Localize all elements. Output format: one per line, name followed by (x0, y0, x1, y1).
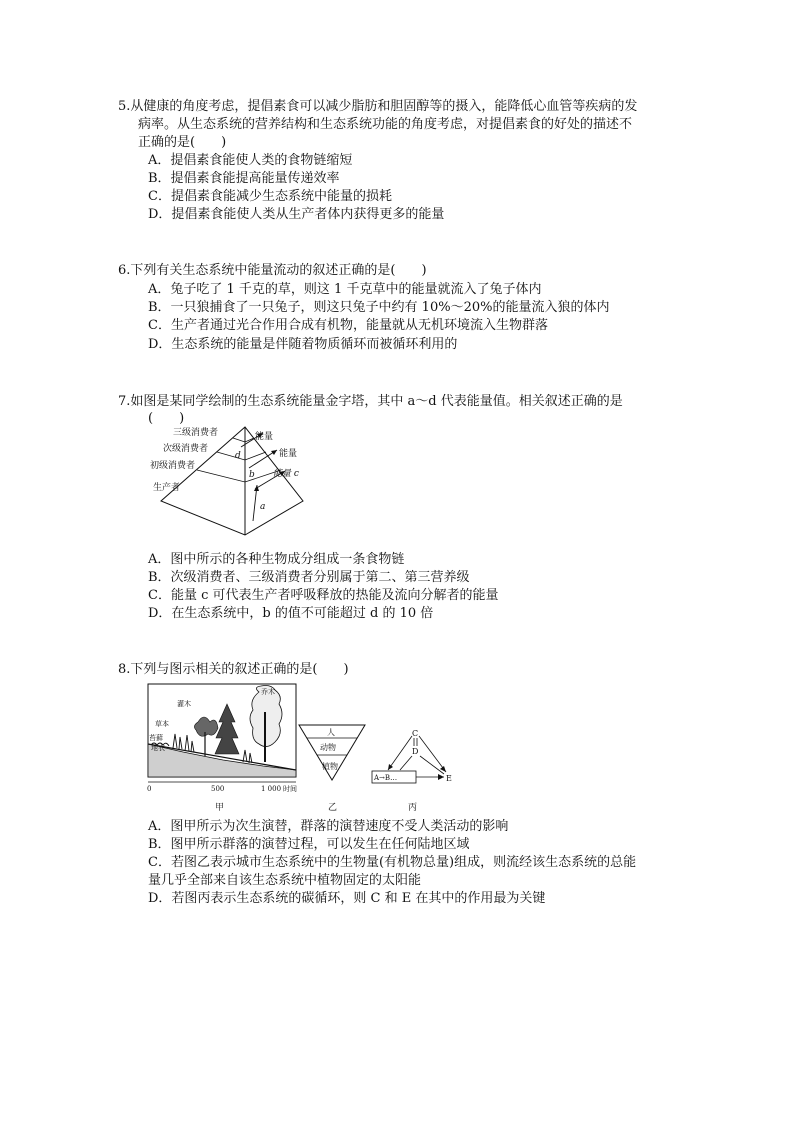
plant-label-lichen: 地衣 (151, 744, 165, 752)
q5-option-b: B．提倡素食能提高能量传递效率 (148, 171, 340, 186)
energy-pyramid-figure (145, 425, 320, 540)
pyramid-letter-d: d (235, 451, 241, 461)
q7-option-c: C．能量 c 可代表生产者呼吸释放的热能及流向分解者的能量 (148, 588, 499, 603)
q7-option-b: B．次级消费者、三级消费者分别属于第二、第三营养级 (148, 570, 470, 585)
q7-stem-line-2: ( ) (148, 411, 185, 426)
pyramid-letter-b: b (249, 470, 255, 480)
axis-tick-500: 500 (211, 785, 225, 793)
pyramid-level-secondary: 次级消费者 (163, 444, 209, 454)
q8-option-b: B．图甲所示群落的演替过程，可以发生在任何陆地区域 (148, 837, 470, 852)
q8-option-c: C．若图乙表示城市生态系统中的生物量(有机物总量)组成，则流经该生态系统的总能 (148, 855, 637, 870)
q5-stem-line-2: 病率。从生态系统的营养结构和生态系统功能的角度考虑，对提倡素食的好处的描述不 (138, 117, 633, 132)
node-e: E (446, 774, 452, 783)
q7-option-d: D．在生态系统中，b 的值不可能超过 d 的 10 倍 (148, 606, 434, 621)
q7-option-a: A．图中所示的各种生物成分组成一条食物链 (148, 552, 405, 567)
q6-option-a: A．兔子吃了 1 千克的草，则这 1 千克草中的能量就流入了兔子体内 (148, 282, 542, 297)
q8-option-c-continued: 量几乎全部来自该生态系统中植物固定的太阳能 (148, 873, 422, 888)
axis-unit-time: 时间 (283, 785, 297, 793)
q5-option-a: A．提倡素食能使人类的食物链缩短 (148, 153, 353, 168)
q7-stem-line-1: 7.如图是某同学绘制的生态系统能量金字塔，其中 a～d 代表能量值。相关叙述正确的是 (118, 394, 623, 409)
q5-option-d: D．提倡素食能使人类从生产者体内获得更多的能量 (148, 207, 445, 222)
plant-label-moss: 苔藓 (149, 734, 163, 742)
layer-label-plant: 植物 (322, 762, 338, 771)
axis-tick-1000: 1 000 (261, 785, 282, 793)
pyramid-level-producer: 生产者 (153, 483, 181, 493)
layer-label-human: 人 (327, 728, 335, 737)
q8-option-d: D．若图丙表示生态系统的碳循环，则 C 和 E 在其中的作用最为关键 (148, 891, 546, 906)
pyramid-letter-a: a (260, 502, 266, 512)
q6-option-d: D．生态系统的能量是伴随着物质循环而被循环利用的 (148, 337, 458, 352)
axis-tick-0: 0 (147, 785, 152, 793)
energy-label-2: 能量 (279, 449, 298, 459)
q6-option-c: C．生产者通过光合作用合成有机物，能量就从无机环境流入生物群落 (148, 318, 548, 333)
plant-label-herb: 草本 (155, 720, 169, 728)
plant-label-tree: 乔木 (261, 688, 275, 696)
node-ab: A→B… (374, 774, 398, 782)
node-c: C (412, 729, 419, 738)
carbon-cycle-figure-bing (366, 724, 466, 814)
energy-label-1: 能量 (255, 432, 274, 442)
energy-label-c: 能量 c (273, 469, 299, 479)
pyramid-level-tertiary: 三级消费者 (173, 428, 219, 438)
q5-stem-line-1: 5.从健康的角度考虑，提倡素食可以减少脂肪和胆固醇等的摄入，能降低心血管等疾病的发 (118, 99, 638, 114)
q8-option-a: A．图甲所示为次生演替，群落的演替速度不受人类活动的影响 (148, 819, 509, 834)
q8-stem: 8.下列与图示相关的叙述正确的是( ) (118, 662, 349, 677)
q6-stem: 6.下列有关生态系统中能量流动的叙述正确的是( ) (118, 263, 427, 278)
layer-label-animal: 动物 (320, 743, 336, 752)
figure-caption-jia: 甲 (215, 803, 225, 813)
succession-figure-jia (143, 682, 303, 814)
figure-caption-yi: 乙 (328, 803, 338, 813)
node-d: D (412, 747, 419, 756)
plant-label-shrub: 灌木 (177, 700, 191, 708)
q5-stem-line-3: 正确的是( ) (138, 135, 227, 150)
q6-option-b: B．一只狼捕食了一只兔子，则这只兔子中约有 10%～20%的能量流入狼的体内 (148, 300, 610, 315)
biomass-pyramid-figure-yi (296, 722, 368, 814)
pyramid-level-primary: 初级消费者 (150, 461, 196, 471)
figure-caption-bing: 丙 (408, 803, 418, 813)
q5-option-c: C．提倡素食能减少生态系统中能量的损耗 (148, 189, 392, 204)
